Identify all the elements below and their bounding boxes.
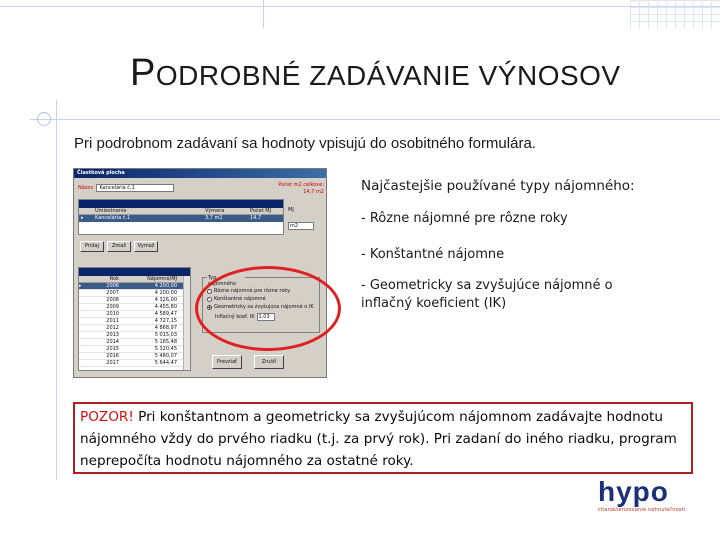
radio-varied-label: Rôzne nájomné pre rôzne roky xyxy=(214,288,291,294)
title-rest: ODROBNÉ ZADÁVANIE VÝNOSOV xyxy=(155,60,621,91)
table-row[interactable] xyxy=(79,318,190,325)
table-row[interactable] xyxy=(79,360,190,367)
table-row[interactable] xyxy=(79,332,190,339)
table-row[interactable] xyxy=(79,297,190,304)
cell-rok: 2014 xyxy=(106,339,119,345)
col-vymera: Výmera xyxy=(205,208,225,214)
areas-grid xyxy=(78,199,284,235)
clear-button[interactable]: Vymaž xyxy=(134,241,158,252)
logo-tagline: charakterizovanie nehnuteľností xyxy=(598,507,686,513)
decor-line-vertical-top xyxy=(263,0,264,28)
table-row[interactable] xyxy=(79,311,190,318)
dialog-buttons xyxy=(212,355,284,369)
row-indicator xyxy=(79,360,93,366)
cell-rok: 2017 xyxy=(106,360,119,366)
cell-rok: 2007 xyxy=(106,290,119,296)
ik-label: Inflačný koef. IK xyxy=(215,314,255,320)
accept-button[interactable]: Prevziať xyxy=(212,355,242,369)
add-button[interactable]: Pridaj xyxy=(80,241,104,252)
rent-types-heading: Najčastejšie používané typy nájomného: xyxy=(361,178,635,194)
warning-label: POZOR! xyxy=(80,409,134,425)
cell-pocet: 14,7 xyxy=(250,215,262,221)
decor-line-vertical-left xyxy=(56,100,57,480)
area-label: Počet m2 celkove: xyxy=(278,182,324,188)
cell-rok: 2006 xyxy=(106,283,119,289)
rent-type-item-3: - Geometricky sa zvyšujúce nájomné o inflačný koeficient (IK) xyxy=(361,278,613,311)
table-row[interactable] xyxy=(79,290,190,297)
warning-text: Pri konštantnom a geometricky sa zvyšujúcom nájomnom zadávajte hodnotu nájomného vždy do prvého riadku (t.j. za prvý rok). Pri zadaní do iného riadku, program neprepočíta hodnotu nájomného za ostatné roky. xyxy=(80,409,677,469)
cell-najomne: 4 868,97 xyxy=(154,325,177,331)
rent-type-item-1: - Rôzne nájomné pre rôzne roky xyxy=(361,211,568,226)
cell-najomne: 5 644,47 xyxy=(154,360,177,366)
cell-rok: 2008 xyxy=(106,297,119,303)
highlight-ellipse xyxy=(195,266,341,351)
mj-combo[interactable]: m2 xyxy=(288,222,314,230)
cell-najomne: 4 589,47 xyxy=(154,311,177,317)
cell-rok: 2013 xyxy=(106,332,119,338)
rent-grid-header xyxy=(79,276,190,283)
row-indicator xyxy=(79,311,93,317)
row-indicator xyxy=(79,339,93,345)
cell-najomne: 4 727,15 xyxy=(154,318,177,324)
hypo-logo xyxy=(598,478,708,513)
cell-rok: 2016 xyxy=(106,353,119,359)
row-indicator xyxy=(79,318,93,324)
table-row[interactable] xyxy=(79,304,190,311)
cell-umiestnenie: Kancelária č.1 xyxy=(95,215,131,221)
cell-najomne: 4 200,00 xyxy=(154,283,177,289)
row-indicator xyxy=(79,332,93,338)
rent-type-item-2: - Konštantné nájomne xyxy=(361,247,505,262)
area-value: 14,7 m2 xyxy=(303,189,324,195)
radio-geometric-label: Geometricky sa zvyšujúce nájomné o IK xyxy=(214,304,314,310)
cell-najomne: 5 320,45 xyxy=(154,346,177,352)
cell-najomne: 5 480,07 xyxy=(154,353,177,359)
grid1-buttons xyxy=(80,241,158,252)
row-indicator: ▸ xyxy=(79,283,82,289)
dialog-title: Čiastková plocha xyxy=(74,169,326,178)
intro-text: Pri podrobnom zadávaní sa hodnoty vpisujú do osobitného formulára. xyxy=(74,135,536,152)
row-indicator xyxy=(79,290,93,296)
cancel-button[interactable]: Zrušiť xyxy=(254,355,284,369)
row-indicator xyxy=(79,304,93,310)
name-row xyxy=(78,184,174,192)
name-input[interactable]: Kancelária č.1 xyxy=(96,184,174,192)
delete-button[interactable]: Zmaž xyxy=(107,241,131,252)
row-indicator xyxy=(79,325,93,331)
cell-najomne: 5 015,03 xyxy=(154,332,177,338)
cell-rok: 2012 xyxy=(106,325,119,331)
cell-najomne: 4 455,80 xyxy=(154,304,177,310)
col-najomne: Nájomné/MJ xyxy=(147,276,177,282)
rent-grid-body xyxy=(79,283,190,367)
table-row[interactable] xyxy=(79,325,190,332)
col-rok: Rok xyxy=(109,276,119,282)
table-row[interactable] xyxy=(79,283,190,290)
row-indicator xyxy=(79,353,93,359)
row-indicator xyxy=(79,297,93,303)
decor-grid xyxy=(630,0,720,28)
row-indicator xyxy=(79,346,93,352)
cell-rok: 2009 xyxy=(106,304,119,310)
table-row[interactable] xyxy=(79,346,190,353)
rent-type-title: Typ nájomného xyxy=(207,275,245,287)
cell-rok: 2011 xyxy=(106,318,119,324)
cell-najomne: 5 165,48 xyxy=(154,339,177,345)
decor-line-horizontal xyxy=(30,119,720,120)
col-umiestnenie: Umiestnenie xyxy=(95,208,127,214)
table-row[interactable] xyxy=(79,353,190,360)
areas-grid-header xyxy=(79,208,283,215)
slide-title xyxy=(130,52,621,95)
cell-najomne: 4 200,00 xyxy=(154,290,177,296)
area-summary xyxy=(276,182,324,196)
rent-grid xyxy=(78,267,191,371)
cell-najomne: 4 326,00 xyxy=(154,297,177,303)
table-row[interactable] xyxy=(79,339,190,346)
cell-rok: 2015 xyxy=(106,346,119,352)
cell-rok: 2010 xyxy=(106,311,119,317)
areas-grid-caption xyxy=(79,200,283,208)
decor-line-top xyxy=(0,6,720,7)
rent-grid-caption xyxy=(79,268,190,276)
name-label: Názov xyxy=(78,185,94,191)
ik-input[interactable]: 1,03 xyxy=(257,313,275,321)
decor-circle xyxy=(37,112,51,126)
table-row[interactable]: ▸ Kancelária č.1 3,7 m2 14,7 xyxy=(79,215,283,222)
rent-grid-scrollbar[interactable] xyxy=(183,276,190,370)
logo-word: hypo xyxy=(598,476,669,507)
title-initial: P xyxy=(130,52,156,94)
warning-box xyxy=(73,402,693,474)
radio-constant-label: Konštantné nájomné xyxy=(214,296,266,302)
col-pocet-mj: Počet MJ xyxy=(250,208,272,214)
mj-label: MJ xyxy=(288,207,294,213)
cell-vymera: 3,7 m2 xyxy=(205,215,223,221)
